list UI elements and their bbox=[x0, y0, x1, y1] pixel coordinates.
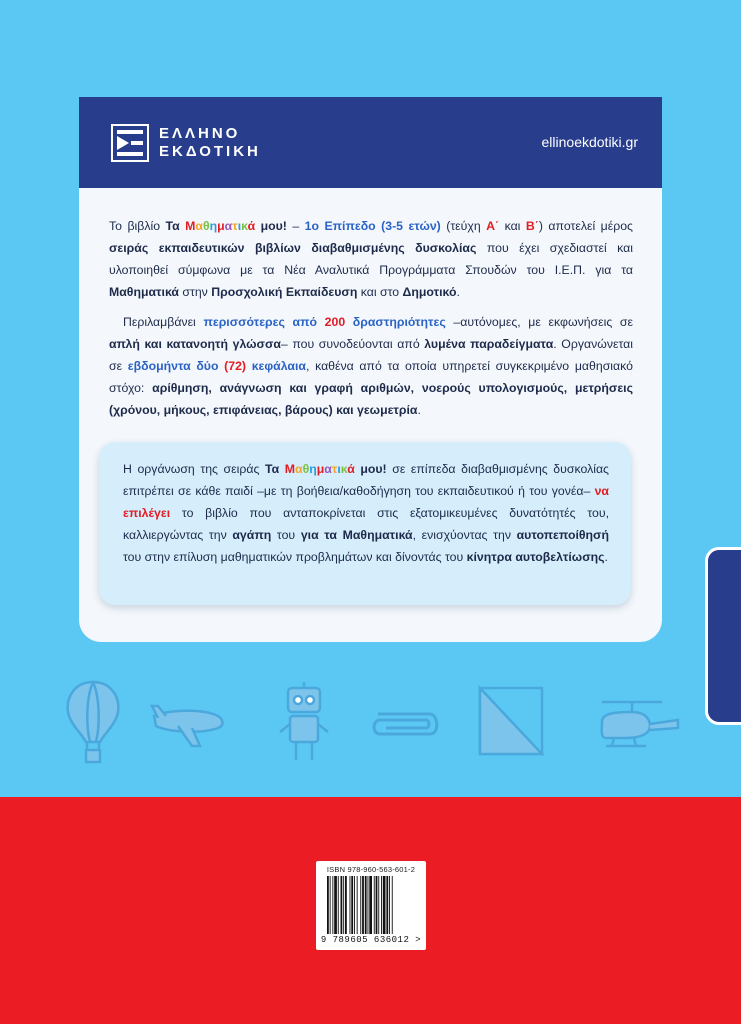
barcode-bar bbox=[330, 876, 331, 934]
description-text bbox=[109, 215, 633, 429]
isbn-label: ISBN 978-960-563-601-2 bbox=[326, 865, 416, 874]
barcode-bar bbox=[381, 876, 382, 934]
barcode-bar bbox=[332, 876, 333, 934]
barcode-bar bbox=[327, 876, 329, 934]
series-title-letter: ι bbox=[237, 219, 242, 233]
barcode-bar bbox=[345, 876, 347, 934]
barcode-digits: 9 789605 636012 > bbox=[320, 935, 422, 945]
barcode-bar bbox=[362, 876, 364, 934]
series-title-letter: η bbox=[209, 219, 218, 233]
series-title-letter: θ bbox=[202, 219, 210, 233]
series-title-2: Τα Μαθηματικά μου! bbox=[264, 462, 387, 476]
card-header bbox=[79, 97, 662, 188]
series-title-letter: α bbox=[224, 219, 233, 233]
publisher-name-line2: ΕΚΔΟΤΙΚΗ bbox=[159, 143, 261, 160]
series-title-letter: α bbox=[195, 219, 203, 233]
paragraph-content: Περιλαμβάνει περισσότερες από 200 δραστηριότητες –αυτόνομες, με εκφωνήσεις σε απλή και κατανοητή γλώσσα– που συνοδεύονται από λυμένα παραδείγματα. Οργανώνεται σε εβδομήντα δύο (72) κεφάλαια, καθένα από τα οποία υπηρετεί συγκεκριμένο μαθησιακό στόχο: αρίθμηση, ανάγνωση και γραφή αριθμών, νοερούς υπολογισμούς, μετρήσεις (χρόνου, μήκους, επιφάνειας, βάρους) και γεωμετρία. bbox=[109, 315, 633, 417]
series-title-letter: Μ bbox=[284, 462, 295, 476]
series-title-letter: η bbox=[309, 462, 317, 476]
series-title-letter: τ bbox=[232, 219, 238, 233]
publisher-logo-icon bbox=[111, 124, 149, 162]
barcode-bar bbox=[378, 876, 379, 934]
series-title-letter: ά bbox=[247, 219, 256, 233]
isbn-barcode bbox=[316, 861, 426, 950]
barcode-bar bbox=[360, 876, 361, 934]
website-link[interactable]: ellinoekdotiki.gr bbox=[541, 134, 638, 150]
barcode-bar bbox=[386, 876, 388, 934]
series-title-letter: κ bbox=[340, 462, 348, 476]
series-title-letter: ι bbox=[337, 462, 341, 476]
barcode-bar bbox=[374, 876, 375, 934]
barcode-bar bbox=[343, 876, 344, 934]
barcode-bar bbox=[365, 876, 367, 934]
barcode-bar bbox=[357, 876, 358, 934]
highlight-box bbox=[99, 442, 631, 605]
barcode-bar bbox=[350, 876, 351, 934]
paperclip-icon bbox=[364, 708, 444, 740]
helicopter-icon bbox=[582, 698, 682, 760]
triangle-square-icon bbox=[476, 684, 546, 760]
series-title-letter: ά bbox=[347, 462, 355, 476]
description-card bbox=[79, 97, 662, 642]
airplane-icon bbox=[148, 696, 228, 752]
series-title-letter: τ bbox=[331, 462, 338, 476]
barcode-bar bbox=[376, 876, 378, 934]
barcode-bar bbox=[369, 876, 372, 934]
series-title-letter: κ bbox=[241, 219, 248, 233]
series-title-letter: μ bbox=[217, 219, 225, 233]
barcode-bar bbox=[368, 876, 369, 934]
barcode-bar bbox=[351, 876, 353, 934]
robot-icon bbox=[276, 680, 332, 766]
barcode-bar bbox=[338, 876, 339, 934]
barcode-bar bbox=[341, 876, 343, 934]
series-title-letter: Μ bbox=[185, 219, 196, 233]
publisher-name-line1: ΕΛΛΗΝΟ bbox=[159, 125, 241, 142]
highlight-text: Η οργάνωση της σειράς Τα Μαθηματικά μου! σε επίπεδα διαβαθμισμένης δυσκολίας επιτρέπει σε κάθε παιδί –με τη βοήθεια/καθοδήγηση του εκπαιδευτικού ή του γονέα– να επιλέγει το βιβλίο που ανταποκρίνεται στις εξατομικευμένες δυνατότητές του, καλλιεργώντας την αγάπη του για τα Μαθηματικά, ενισχύοντας την αυτοπεποίθησή του στην επίλυση μαθηματικών προβλημάτων και δίνοντάς του κίνητρα αυτοβελτίωσης. bbox=[123, 462, 609, 564]
barcode-bar bbox=[354, 876, 355, 934]
publisher-logo bbox=[111, 124, 261, 162]
publisher-name bbox=[159, 125, 261, 161]
hot-air-balloon-icon bbox=[62, 678, 124, 770]
barcode-bar bbox=[392, 876, 393, 934]
barcode-bar bbox=[383, 876, 386, 934]
barcode-bar bbox=[389, 876, 390, 934]
barcode-bars bbox=[327, 876, 417, 934]
series-title-letter: μ bbox=[316, 462, 325, 476]
paragraph-intro: Το βιβλίο Τα Μαθηματικά μου! – 1ο Επίπεδο (3-5 ετών) (τεύχη Α΄ και Β΄) αποτελεί μέρος σειράς εκπαιδευτικών βιβλίων διαβαθμισμένης δυσκολίας που έχει σχεδιαστεί και υλοποιηθεί σύμφωνα με τα Νέα Αναλυτικά Προγράμματα Σπουδών του Ι.Ε.Π. για τα Μαθηματικά στην Προσχολική Εκπαίδευση και στο Δημοτικό. bbox=[109, 219, 633, 299]
series-title-letter: α bbox=[324, 462, 332, 476]
series-title-letter: α bbox=[295, 462, 303, 476]
series-title-letter: θ bbox=[302, 462, 310, 476]
barcode-bar bbox=[334, 876, 337, 934]
decorative-icons bbox=[0, 668, 741, 768]
series-title: Τα Μαθηματικά μου! bbox=[165, 219, 287, 233]
